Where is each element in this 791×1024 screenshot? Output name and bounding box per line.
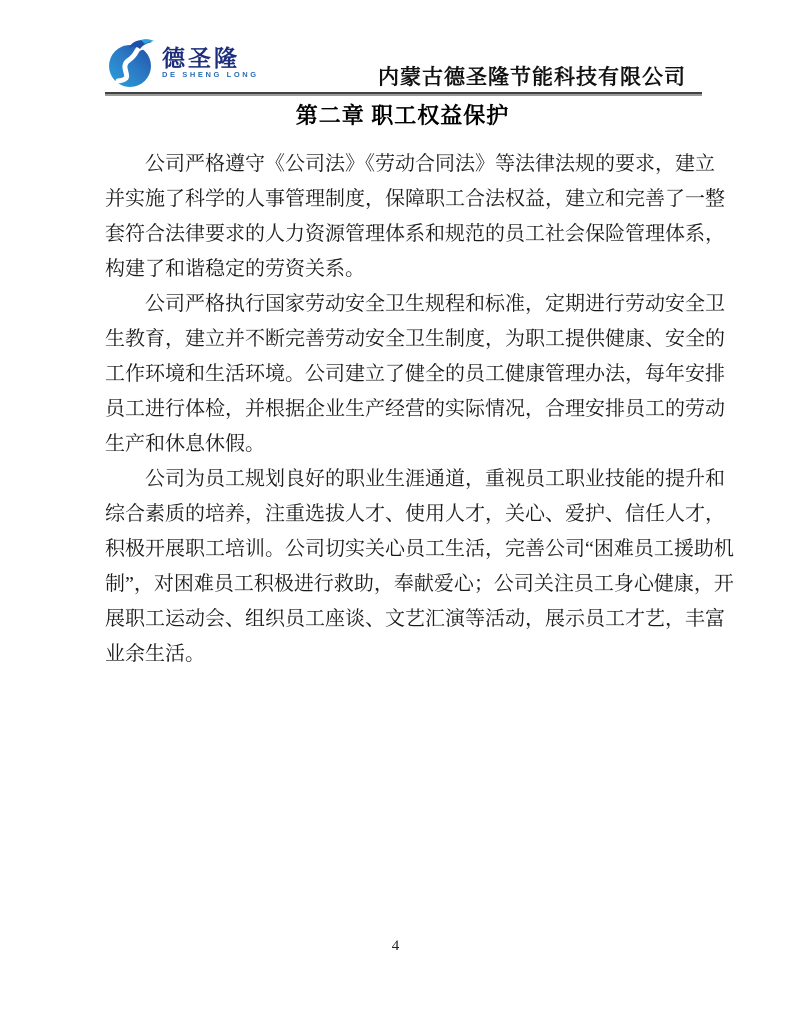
text-line: 公司为员工规划良好的职业生涯通道，重视员工职业技能的提升和 (145, 468, 725, 490)
text-line: 员工进行体检，并根据企业生产经营的实际情况，合理安排员工的劳动 (105, 398, 725, 420)
text-line: 综合素质的培养，注重选拔人才、使用人才，关心、爱护、信任人才， (105, 503, 725, 525)
logo-text-block (162, 46, 259, 82)
document-body (105, 147, 734, 672)
company-name: 内蒙古德圣隆节能科技有限公司 (378, 65, 686, 89)
text-line: 公司严格执行国家劳动安全卫生规程和标准，定期进行劳动安全卫 (145, 293, 725, 315)
header-divider (105, 92, 702, 96)
text-line: 生教育，建立并不断完善劳动安全卫生制度，为职工提供健康、安全的 (105, 328, 725, 350)
document-body-block (105, 101, 734, 672)
text-line: 展职工运动会、组织员工座谈、文艺汇演等活动，展示员工才艺，丰富 (105, 608, 725, 630)
text-line: 并实施了科学的人事管理制度，保障职工合法权益，建立和完善了一整 (105, 188, 725, 210)
text-line: 公司严格遵守《公司法》《劳动合同法》等法律法规的要求，建立 (145, 153, 715, 175)
logo-name-english: DE SHENG LONG (162, 70, 259, 79)
text-line: 业余生活。 (105, 643, 205, 665)
paragraph (105, 287, 725, 462)
text-line: 积极开展职工培训。公司切实关心员工生活，完善公司“困难员工援助机 (105, 538, 734, 560)
company-logo (105, 38, 259, 90)
dragon-sphere-logo-icon (105, 38, 157, 90)
header-top-row (105, 36, 702, 90)
paragraph (105, 462, 734, 672)
text-line: 工作环境和生活环境。公司建立了健全的员工健康管理办法，每年安排 (105, 363, 725, 385)
text-line: 构建了和谐稳定的劳资关系。 (105, 258, 365, 280)
page-number: 4 (391, 938, 400, 954)
chapter-title: 第二章 职工权益保护 (295, 103, 510, 128)
text-line: 套符合法律要求的人力资源管理体系和规范的员工社会保险管理体系， (105, 223, 725, 245)
paragraph (105, 147, 725, 287)
text-line: 生产和休息休假。 (105, 433, 265, 455)
logo-name-chinese: 德圣隆 (162, 45, 240, 71)
text-line: 制”，对困难员工积极进行救助，奉献爱心；公司关注员工身心健康，开 (105, 573, 734, 595)
page-header (105, 36, 702, 96)
